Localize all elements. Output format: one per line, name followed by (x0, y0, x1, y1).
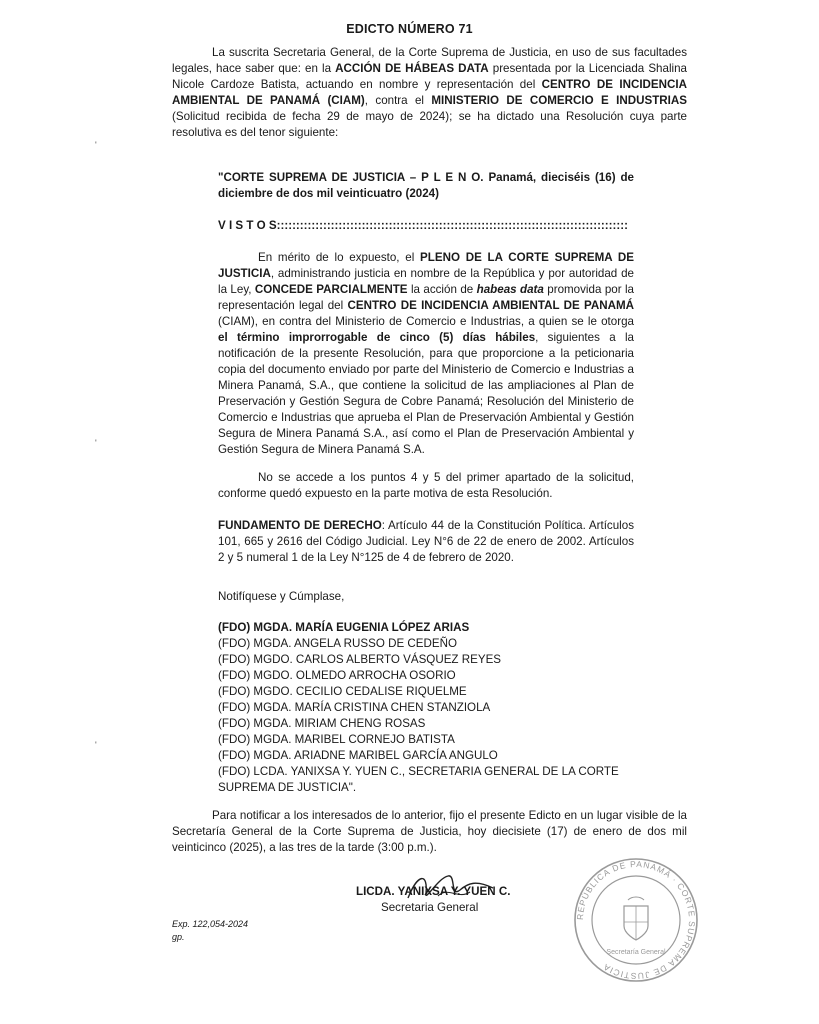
expediente-reference: Exp. 122,054-2024 gp. (172, 919, 249, 942)
margin-tick: ' (95, 740, 97, 750)
notifiquese-line: Notifíquese y Cúmplase, (218, 590, 345, 603)
signer-name: LICDA. YANIXSA Y. YUEN C. (356, 885, 511, 898)
margin-tick: ' (95, 438, 97, 448)
svg-text:REPÚBLICA DE PANAMÁ · CORTE SU: REPÚBLICA DE PANAMÁ · CORTE SUPREMA DE JUSTICIA (574, 858, 698, 982)
signatory-line: (FDO) MGDA. MARÍA CRISTINA CHEN STANZIOLA (218, 701, 491, 714)
resolution-paragraph: En mérito de lo expuesto, el PLENO DE LA CORTE SUPREMA DE JUSTICIA, administrando justicia en nombre de la República y por autoridad de la Ley, CONCEDE PARCIALMENTE la acción de habeas data promovida por la representación legal del CENTRO DE INCIDENCIA AMBIENTAL DE PANAMÁ (CIAM), en contra del Ministerio de Comercio e Industrias, a quien se le otorga el término improrrogable de cinco (5) días hábiles, siguientes a la notificación de la presente Resolución, para que proporcione a la peticionaria copia del documento enviado por parte del Ministerio de Comercio e Industrias a Minera Panamá, S.A., que contiene la solicitud de las ampliaciones al Plan de Preservación y Gestión Segura de Cobre Panamá; Resolución del Ministerio de Comercio e Industrias que aprueba el Plan de Preservación Ambiental y Gestión Segura de Minera Panamá S.A., así como el Plan de Preservación Ambiental y Gestión Segura de Minera Panamá S.A. (218, 251, 635, 456)
intro-paragraph: La suscrita Secretaria General, de la Corte Suprema de Justicia, en uso de sus facultades legales, hace saber que: en la ACCIÓN DE HÁBEAS DATA presentada por la Licenciada Shalina Nicole Cardoze Batista, actuando en nombre y representación del CENTRO DE INCIDENCIA AMBIENTAL DE PANAMÁ (CIAM), contra el MINISTERIO DE COMERCIO E INDUSTRIAS (Solicitud recibida de fecha 29 de mayo de 2024); se ha dictado una Resolución cuya parte resolutiva es del tenor siguiente: (172, 46, 687, 139)
signatory-line: (FDO) MGDA. ANGELA RUSSO DE CEDEÑO (218, 637, 457, 650)
vistos-line: V I S T O S::::::::::::::::::::::::::::::::::::::::::::::::::::::::::::::::::::::::::::::::::::::::::: (218, 219, 628, 232)
no-accede-paragraph: No se accede a los puntos 4 y 5 del primer apartado de la solicitud, conforme quedó expuesto en la parte motiva de esta Resolución. (218, 471, 634, 500)
closing-paragraph: Para notificar a los interesados de lo anterior, fijo el presente Edicto en un lugar visible de la Secretaría General de la Corte Suprema de Justicia, hoy diecisiete (17) de enero de dos mil veinticinco (2025), a las tres de la tarde (3:00 p.m.). (172, 809, 687, 854)
fundamento-paragraph: FUNDAMENTO DE DERECHO: Artículo 44 de la Constitución Política. Artículos 101, 665 y 2616 del Código Judicial. Ley N°6 de 22 de enero de 2002. Artículos 2 y 5 numeral 1 de la Ley N°125 de 4 de febrero de 2020. (218, 519, 634, 564)
signer-role: Secretaria General (381, 901, 479, 914)
margin-tick: ' (95, 140, 97, 150)
resolution-heading: "CORTE SUPREMA DE JUSTICIA – P L E N O. Panamá, dieciséis (16) de diciembre de dos mil veinticuatro (2024) (218, 171, 634, 200)
signatory-line: (FDO) MGDO. OLMEDO ARROCHA OSORIO (218, 669, 456, 682)
signatory-line: (FDO) MGDA. ARIADNE MARIBEL GARCÍA ANGULO (218, 749, 498, 762)
svg-text:Secretaría General: Secretaría General (606, 949, 666, 956)
signatory-line: (FDO) LCDA. YANIXSA Y. YUEN C., SECRETARIA GENERAL DE LA CORTE SUPREMA DE JUSTICIA". (218, 765, 619, 794)
signatory-line: (FDO) MGDA. MARÍA EUGENIA LÓPEZ ARIAS (218, 621, 470, 634)
document-title: EDICTO NÚMERO 71 (346, 22, 473, 36)
signatories-list (218, 620, 634, 796)
signatory-line: (FDO) MGDO. CARLOS ALBERTO VÁSQUEZ REYES (218, 653, 502, 666)
signatory-line: (FDO) MGDO. CECILIO CEDALISE RIQUELME (218, 685, 467, 698)
signatory-line: (FDO) MGDA. MIRIAM CHENG ROSAS (218, 717, 426, 730)
signatory-line: (FDO) MGDA. MARIBEL CORNEJO BATISTA (218, 733, 455, 746)
court-seal-stamp (572, 856, 700, 984)
